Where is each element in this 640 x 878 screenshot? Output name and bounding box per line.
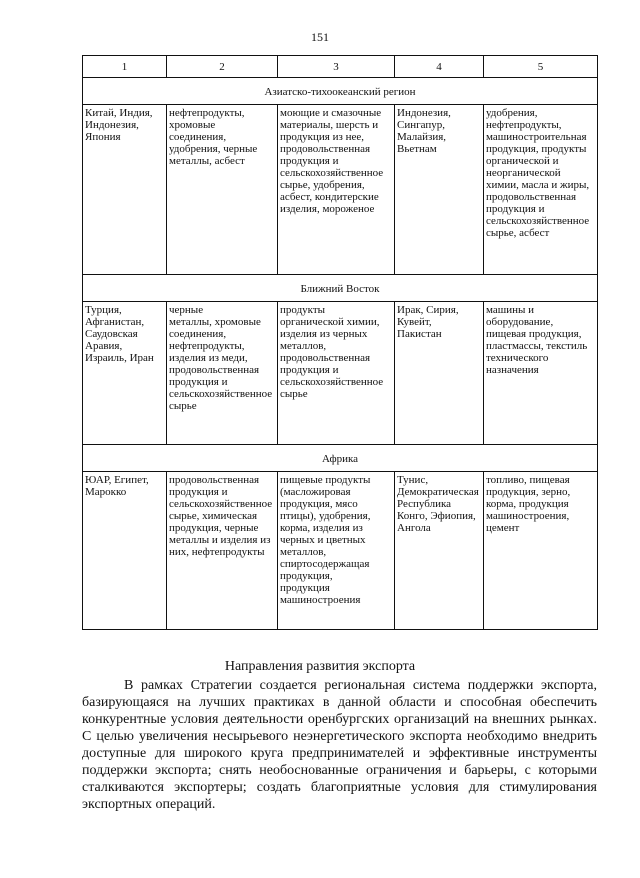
table-cell — [395, 302, 484, 445]
table-cell — [278, 105, 395, 275]
table-cell — [83, 105, 167, 275]
table-cell — [395, 105, 484, 275]
body-paragraph: В рамках Стратегии создается региональная система поддержки экспорта, базирующаяся на лучших практиках в данной области и способная обеспечить конкурентные условия деятельности оренбургских организаций на внешних рынках. С целью увеличения несырьевого неэнергетического экспорта необходимо внедрить доступные для широкого круга предпринимателей и эффективные инструменты поддержки экспорта; снять необоснованные ограничения и барьеры, с которыми сталкиваются экспортеры; создать благоприятные условия для стимулирования экспортных операций. — [82, 678, 597, 812]
table-row — [83, 105, 598, 275]
table-cell — [83, 472, 167, 630]
region-row — [83, 445, 598, 472]
cell-text: продовольственная продукция и сельскохозяйственное сырье, химическая продукция, черные металлы и изделия из них, нефтепродукты — [169, 474, 273, 558]
export-table — [82, 55, 598, 630]
cell-text: пищевые продукты (масложировая продукция, мясо птицы), удобрения, корма, изделия из черных и цветных металлов, спиртосодержащая продукция, продукция машиностроения — [280, 474, 371, 606]
table-cell — [484, 105, 598, 275]
cell-text: топливо, пищевая продукция, зерно, корма, продукция машиностроения, цемент — [486, 474, 571, 534]
cell-text: продукты органической химии, изделия из черных металлов, продовольственная продукция и сельскохозяйственное сырье — [280, 304, 384, 400]
cell-text: удобрения, нефтепродукты, машиностроительная продукция, продукты органической и неорганической химии, масла и жиры, продовольственная продукция и сельскохозяйственное сырье, асбест — [486, 107, 590, 239]
region-title: Азиатско-тихоокеанский регион — [83, 78, 598, 105]
table-cell — [484, 302, 598, 445]
cell-text: черные металлы, хромовые соединения, нефтепродукты, изделия из меди, продовольственная продукция и сельскохозяйственное сырье — [169, 304, 273, 412]
region-title: Африка — [83, 445, 598, 472]
column-header: 1 — [83, 56, 167, 78]
cell-text: Китай, Индия, Индонезия, Япония — [85, 107, 153, 143]
table-cell — [83, 302, 167, 445]
table-cell — [395, 472, 484, 630]
cell-text: Ирак, Сирия, Кувейт, Пакистан — [397, 304, 459, 340]
cell-text: моющие и смазочные материалы, шерсть и продукция из нее, продовольственная продукция и сельскохозяйственное сырье, удобрения, асбест, кондитерские изделия, мороженое — [280, 107, 384, 215]
cell-text: машины и оборудование, пищевая продукция, пластмассы, текстиль технического назначения — [486, 304, 588, 376]
table-cell — [484, 472, 598, 630]
region-row — [83, 275, 598, 302]
cell-text: нефтепродукты, хромовые соединения, удобрения, черные металлы, асбест — [169, 107, 258, 167]
region-title: Ближний Восток — [83, 275, 598, 302]
table-cell — [278, 302, 395, 445]
table-cell — [167, 302, 278, 445]
column-header: 4 — [395, 56, 484, 78]
page-number: 151 — [311, 30, 329, 44]
table-row — [83, 472, 598, 630]
table-row — [83, 302, 598, 445]
cell-text: Тунис, Демократическая Республика Конго, Эфиопия, Ангола — [397, 474, 479, 534]
region-row — [83, 78, 598, 105]
table-cell — [167, 105, 278, 275]
section-title: Направления развития экспорта — [224, 659, 416, 674]
cell-text: Турция, Афганистан, Саудовская Аравия, Израиль, Иран — [85, 304, 154, 364]
column-header: 2 — [167, 56, 278, 78]
table-header-row — [83, 56, 598, 78]
cell-text: Индонезия, Сингапур, Малайзия, Вьетнам — [397, 107, 451, 155]
table-cell — [167, 472, 278, 630]
table-cell — [278, 472, 395, 630]
cell-text: ЮАР, Египет, Марокко — [85, 474, 149, 498]
column-header: 5 — [484, 56, 598, 78]
column-header: 3 — [278, 56, 395, 78]
